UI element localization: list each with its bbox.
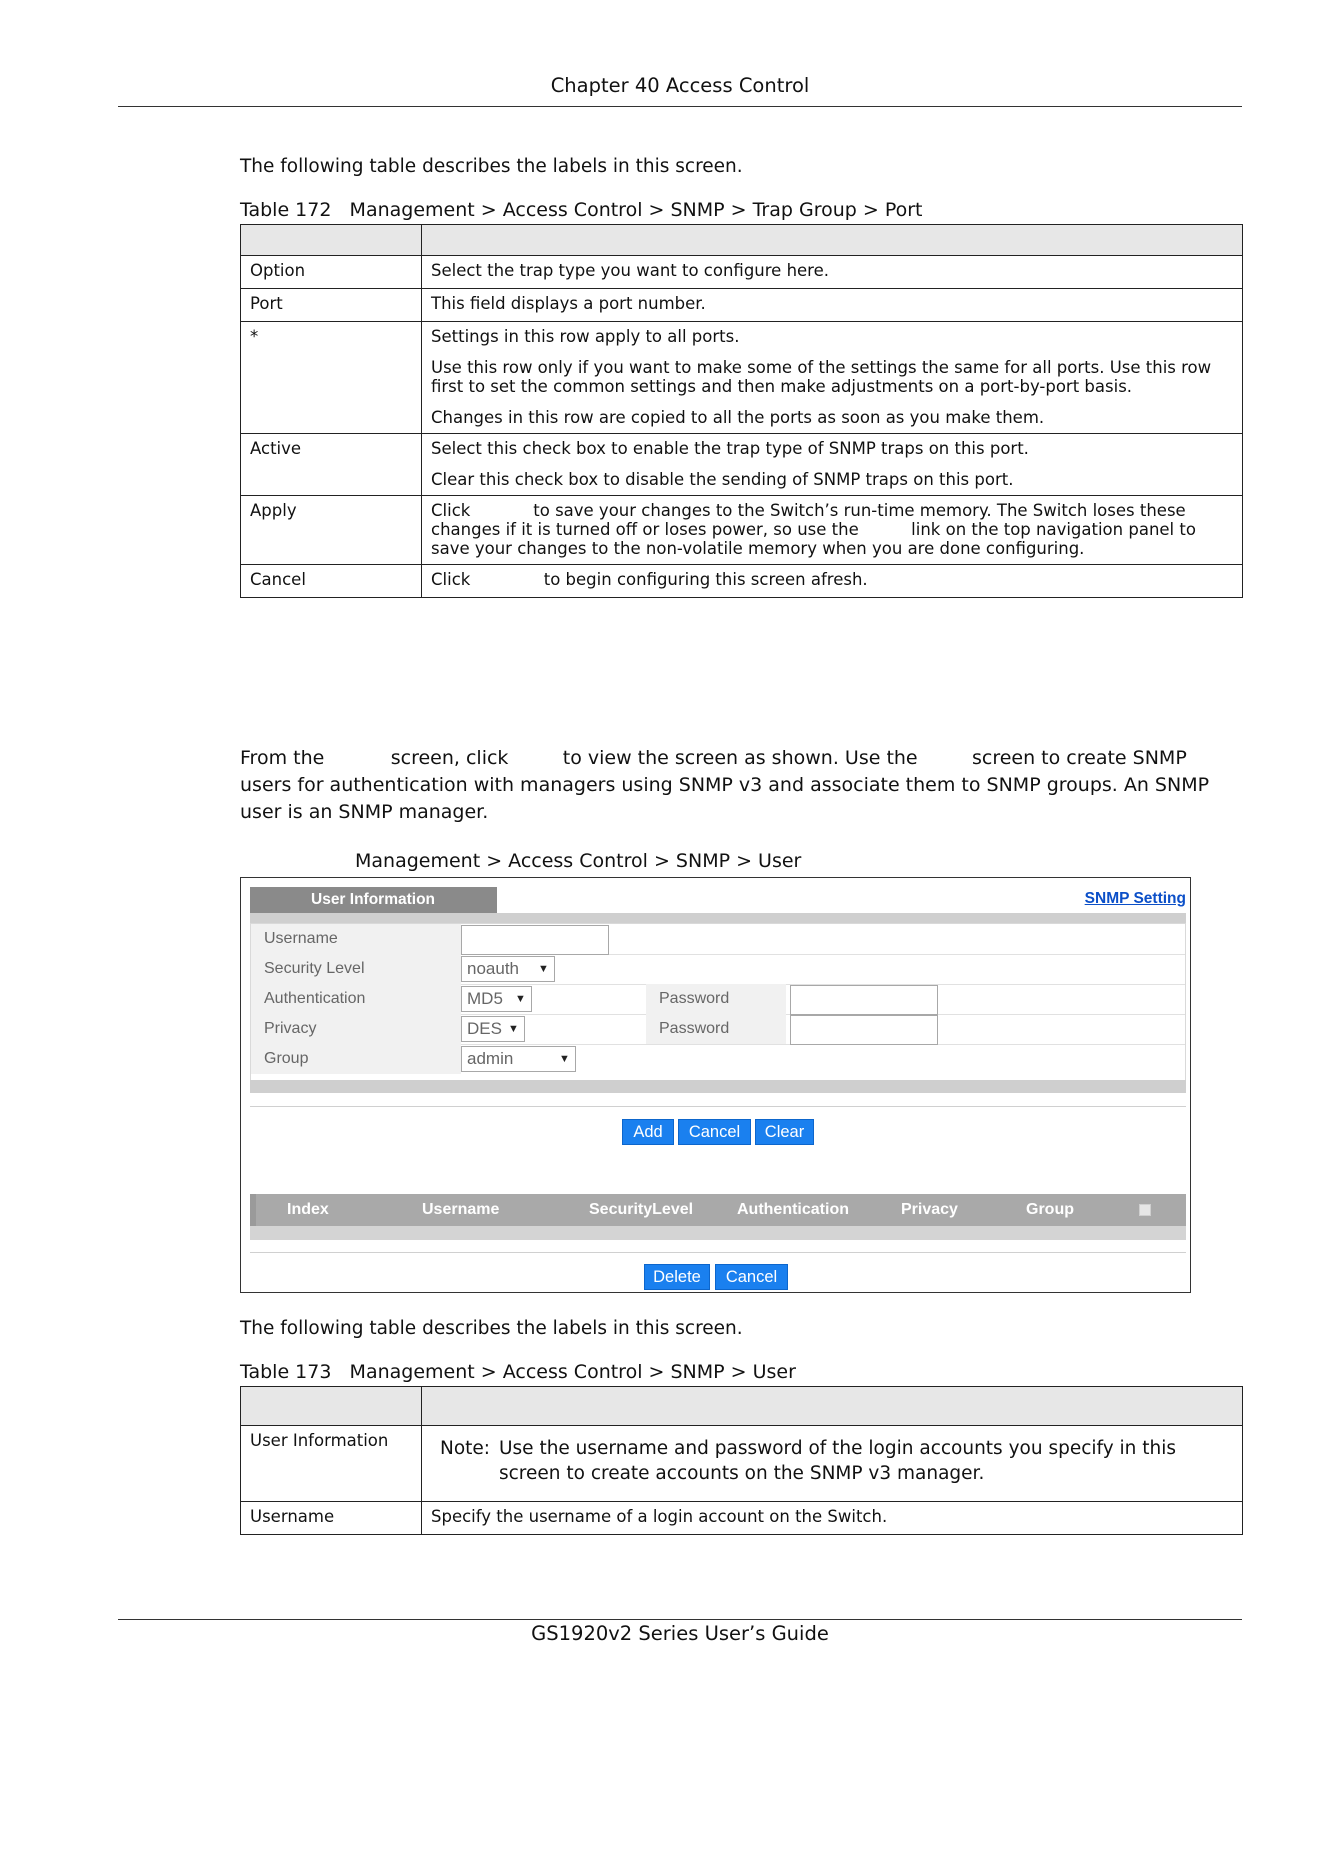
user-list-footer [250, 1226, 1186, 1240]
row-description [422, 289, 1243, 322]
row-label: Cancel [241, 565, 422, 598]
footer-rule [118, 1619, 1242, 1620]
clear-button[interactable]: Clear [755, 1119, 814, 1145]
desc-text: Changes in this row are copied to all the ports as soon as you make them. [431, 408, 1045, 427]
column-authentication: Authentication [737, 1201, 849, 1218]
snmp-user-screen [240, 877, 1191, 1293]
privacy-select[interactable]: DES ▼ [461, 1016, 525, 1042]
list-cancel-button[interactable]: Cancel [715, 1264, 788, 1290]
row-label: Apply [241, 496, 422, 565]
row-label: Username [241, 1502, 422, 1535]
privacy-row [251, 1014, 1185, 1045]
table-row [241, 289, 1243, 322]
header-edge [250, 1194, 256, 1226]
privacy-label: Privacy [251, 1014, 461, 1044]
row-description: Specify the username of a login account on the Switch. [422, 1502, 1243, 1535]
table-row [241, 1426, 1243, 1502]
desc-text: Select the trap type you want to configure here. [431, 261, 829, 280]
chevron-down-icon: ▼ [538, 963, 549, 975]
page-footer: GS1920v2 Series User’s Guide [531, 1622, 829, 1645]
username-row [251, 924, 1185, 955]
table-row [241, 496, 1243, 565]
row-label: Option [241, 256, 422, 289]
table-172 [240, 224, 1243, 598]
header-cell [241, 1387, 422, 1426]
header-cell [422, 225, 1243, 256]
table-row [241, 434, 1243, 496]
desc-text: Select this check box to enable the trap type of SNMP traps on this port. [431, 439, 1029, 458]
desc-text: Click to begin configuring this screen afresh. [431, 570, 868, 589]
header-cell [241, 225, 422, 256]
table-row [241, 565, 1243, 598]
table-173 [240, 1386, 1243, 1535]
table-intro-text: The following table describes the labels in this screen. [240, 1318, 743, 1339]
group-row [251, 1044, 1185, 1074]
desc-text: This field displays a port number. [431, 294, 706, 313]
table-row [241, 1502, 1243, 1535]
section-paragraph: From the screen, click to view the screen as shown. Use the screen to create SNMP users for authentication with managers using SNMP v3 and associate them to SNMP groups. An SNMP user is an SNMP manager. [240, 747, 1216, 823]
column-security-level: SecurityLevel [589, 1201, 694, 1218]
group-select[interactable]: admin ▼ [461, 1046, 576, 1072]
row-label: User Information [241, 1426, 422, 1502]
chevron-down-icon: ▼ [515, 993, 526, 1005]
priv-password-label: Password [646, 1014, 786, 1044]
row-label: * [241, 322, 422, 434]
select-all-checkbox[interactable] [1139, 1204, 1151, 1216]
auth-password-label: Password [646, 984, 786, 1014]
note-block [440, 1436, 1233, 1486]
table-row [241, 322, 1243, 434]
chapter-header: Chapter 40 Access Control [550, 74, 810, 97]
column-username: Username [422, 1201, 500, 1218]
group-label: Group [251, 1044, 461, 1074]
column-index: Index [287, 1201, 329, 1218]
tab-label: User Information [311, 891, 436, 908]
divider [250, 1252, 1186, 1253]
desc-text: Use this row only if you want to make some of the settings the same for all ports. Use this row first to set the common settings and then make adjustments on a port-by-port basis. [431, 358, 1212, 396]
table-intro-text: The following table describes the labels in this screen. [240, 156, 743, 177]
column-privacy: Privacy [901, 1201, 958, 1218]
note-text: Use the username and password of the login accounts you specify in this screen to create accounts on the SNMP v3 manager. [499, 1438, 1177, 1484]
security-level-row [251, 954, 1185, 985]
row-description [422, 434, 1243, 496]
row-label: Active [241, 434, 422, 496]
table-172-caption: Table 172 Management > Access Control > SNMP > Trap Group > Port [240, 199, 923, 221]
user-list-header [250, 1194, 1186, 1226]
username-input[interactable] [461, 925, 609, 955]
user-form [250, 923, 1186, 1082]
figure-caption: Management > Access Control > SNMP > User [355, 850, 802, 872]
row-description [422, 256, 1243, 289]
priv-password-input[interactable] [790, 1015, 938, 1045]
row-description [422, 565, 1243, 598]
note-prefix: Note: [440, 1438, 491, 1459]
column-group: Group [1026, 1201, 1074, 1218]
desc-text: Click to save your changes to the Switch’s run-time memory. The Switch loses these changes if it is turned off or loses power, so use the link on the top navigation panel to save your changes to the non-volatile memory when you are done configuring. [431, 501, 1202, 558]
divider [250, 1106, 1186, 1107]
delete-button[interactable]: Delete [644, 1264, 710, 1290]
authentication-label: Authentication [251, 984, 461, 1014]
snmp-setting-link[interactable]: SNMP Setting [1084, 890, 1186, 907]
table-173-caption: Table 173 Management > Access Control > SNMP > User [240, 1361, 796, 1383]
row-label: Port [241, 289, 422, 322]
cancel-button[interactable]: Cancel [678, 1119, 751, 1145]
table-row [241, 256, 1243, 289]
authentication-row [251, 984, 1185, 1015]
tab-bar [250, 887, 1186, 913]
security-level-label: Security Level [251, 954, 461, 984]
form-header-bar [250, 913, 1186, 923]
table-header-row [241, 1387, 1243, 1426]
row-description [422, 322, 1243, 434]
chevron-down-icon: ▼ [508, 1023, 519, 1035]
add-button[interactable]: Add [622, 1119, 674, 1145]
table-header-row [241, 225, 1243, 256]
form-footer-bar [250, 1080, 1186, 1093]
username-label: Username [251, 924, 461, 954]
row-description [422, 1426, 1243, 1502]
header-rule [118, 106, 1242, 107]
security-level-select[interactable]: noauth ▼ [461, 956, 555, 982]
authentication-select[interactable]: MD5 ▼ [461, 986, 532, 1012]
header-cell [422, 1387, 1243, 1426]
desc-text: Settings in this row apply to all ports. [431, 327, 740, 346]
desc-text: Clear this check box to disable the sending of SNMP traps on this port. [431, 470, 1014, 489]
chevron-down-icon: ▼ [559, 1053, 570, 1065]
row-description [422, 496, 1243, 565]
tab-user-information[interactable] [250, 887, 497, 913]
auth-password-input[interactable] [790, 985, 938, 1015]
